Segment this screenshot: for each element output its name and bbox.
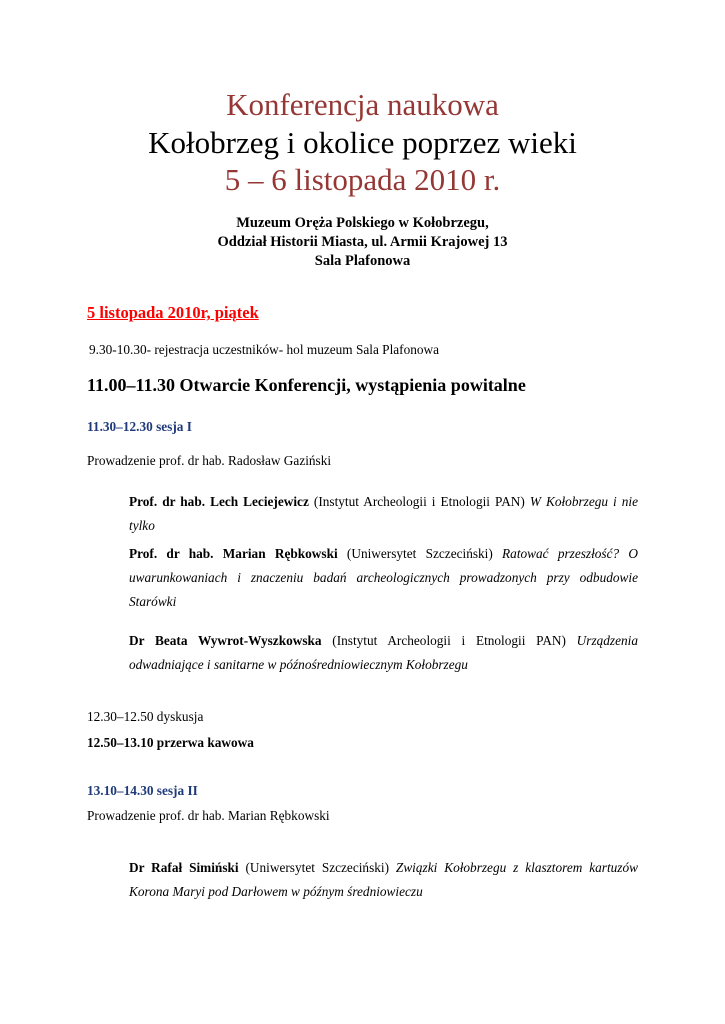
venue-line-3: Sala Plafonowa	[314, 253, 411, 269]
session-1-label: 11.30–12.30 sesja I	[87, 419, 192, 434]
session-2-label: 13.10–14.30 sesja II	[87, 783, 198, 798]
talk-title: Urządzenia odwadniające i sanitarne w późnośredniowiecznym Kołobrzegu	[129, 633, 638, 672]
talk-title: Związki Kołobrzegu z klasztorem kartuzów Korona Maryi pod Darłowem w późnym średniowieczu	[129, 860, 638, 899]
talk-author: Dr Rafał Simiński	[129, 860, 239, 875]
conference-subtitle: Kołobrzeg i okolice poprzez wieki	[148, 125, 577, 160]
talk-title: W Kołobrzegu i nie tylko	[129, 494, 639, 533]
talk-entry	[129, 542, 638, 614]
talk-author: Dr Beata Wywrot-Wyszkowska	[129, 633, 322, 648]
talk-title: Ratować przeszłość? O uwarunkowaniach i znaczeniu badań archeologicznych prowadzonych przy odbudowie Starówki	[129, 546, 639, 609]
session-1-chair: Prowadzenie prof. dr hab. Radosław Gaziński	[87, 453, 332, 468]
coffee-break-line: 12.50–13.10 przerwa kawowa	[87, 735, 254, 750]
registration-line: 9.30-10.30- rejestracja uczestników- hol muzeum Sala Plafonowa	[89, 342, 440, 357]
session-2-chair: Prowadzenie prof. dr hab. Marian Rębkowski	[87, 808, 330, 823]
talk-entry	[129, 490, 638, 538]
conference-title: Konferencja naukowa	[226, 87, 499, 122]
talk-entry	[129, 629, 638, 677]
talk-author: Prof. dr hab. Lech Leciejewicz	[129, 494, 309, 509]
talk-institution: (Instytut Archeologii i Etnologii PAN)	[308, 494, 530, 509]
venue-line-2: Oddział Historii Miasta, ul. Armii Krajowej 13	[217, 234, 508, 250]
talk-institution: (Uniwersytet Szczeciński)	[238, 860, 396, 875]
talk-entry	[129, 856, 638, 904]
day-heading: 5 listopada 2010r, piątek	[87, 303, 259, 322]
talk-author: Prof. dr hab. Marian Rębkowski	[129, 546, 338, 561]
discussion-line: 12.30–12.50 dyskusja	[87, 709, 204, 724]
talk-institution: (Instytut Archeologii i Etnologii PAN)	[321, 633, 577, 648]
opening-line: 11.00–11.30 Otwarcie Konferencji, wystąpienia powitalne	[87, 375, 526, 395]
conference-dates: 5 – 6 listopada 2010 r.	[224, 162, 501, 197]
talk-institution: (Uniwersytet Szczeciński)	[337, 546, 503, 561]
venue-line-1: Muzeum Oręża Polskiego w Kołobrzegu,	[236, 215, 489, 231]
